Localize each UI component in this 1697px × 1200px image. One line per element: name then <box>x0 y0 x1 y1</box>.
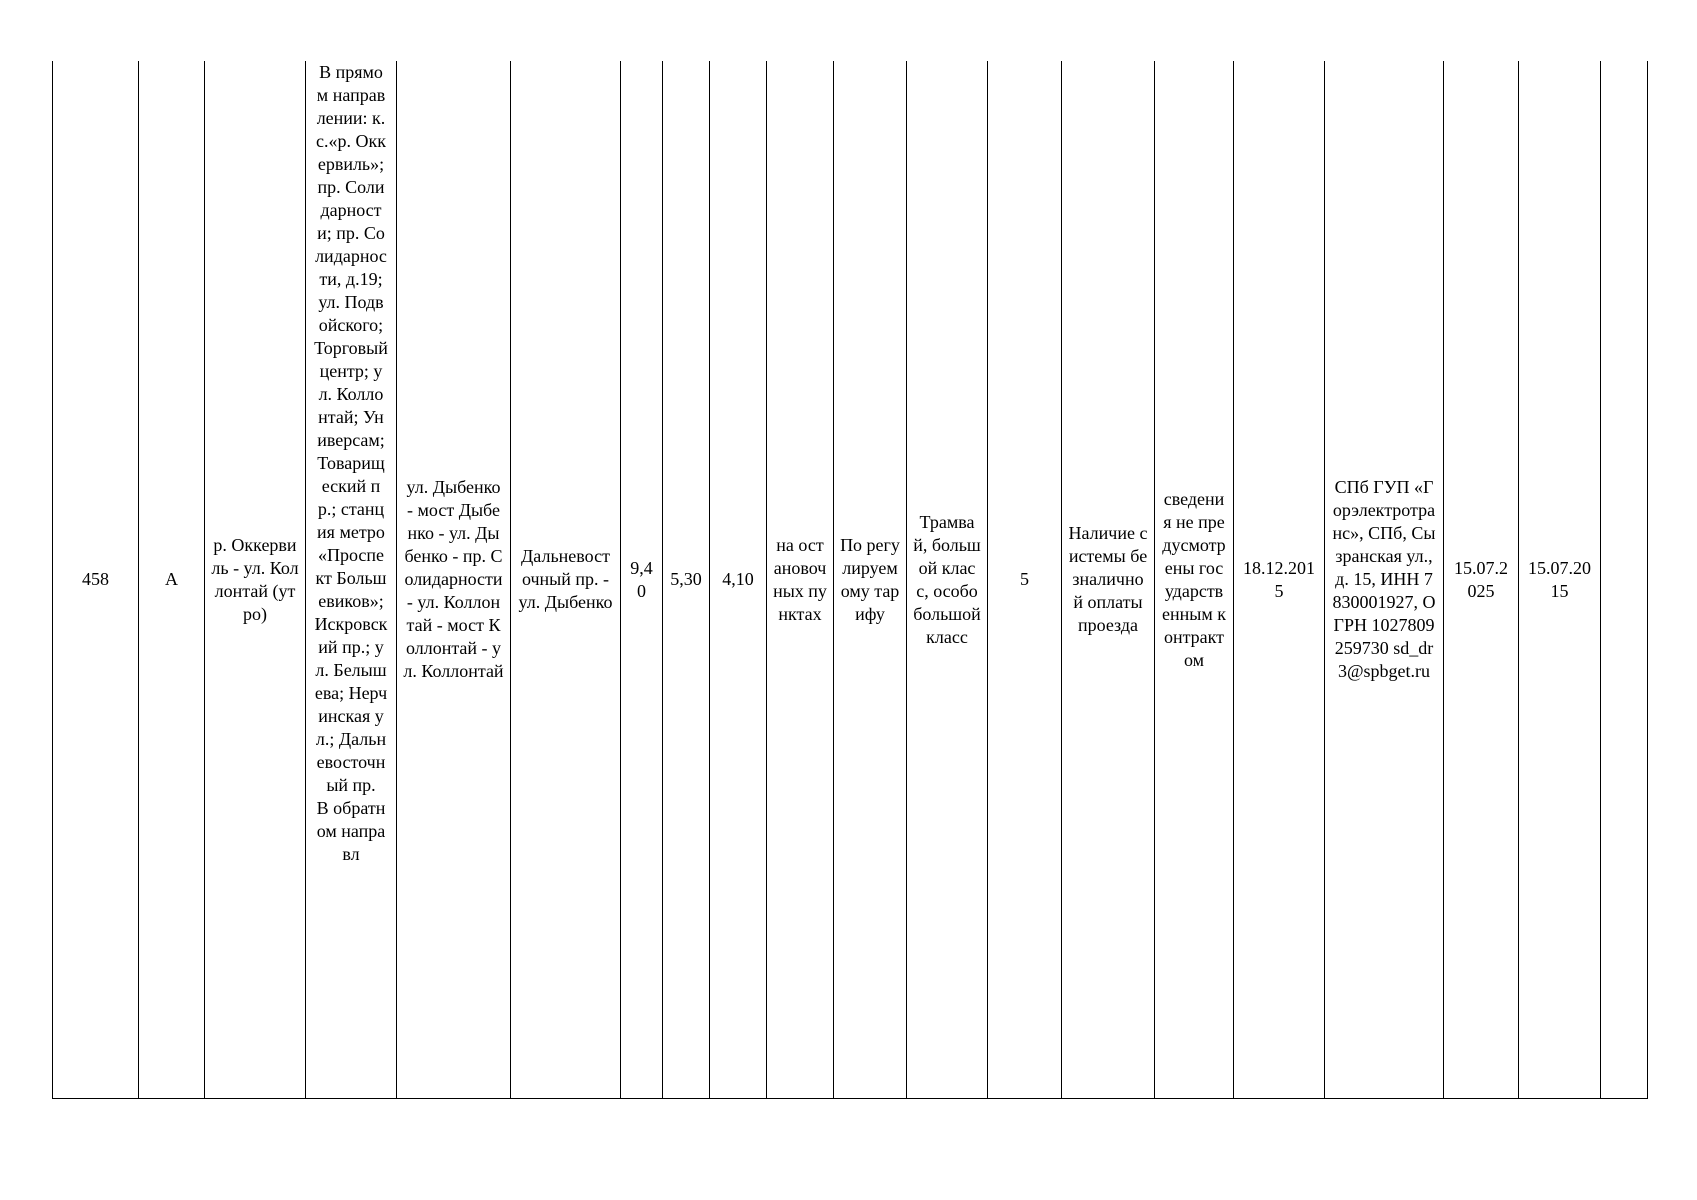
length-other-cell: 4,10 <box>710 61 767 1099</box>
stops-forward-text: В прямом направлении: к.с.«р. Оккервиль»; пр. Солидарности; пр. Солидарности, д.19; ул. Подвойского; Торговый центр; ул. Коллонтай; Универсам; Товарищеский пр.; станция метро «Проспект Большевиков»; Искровский пр.; ул. Белышева; Нерчинская ул.; Дальневосточный пр. <box>314 62 388 795</box>
payment-system-cell: Наличие системы безналичной оплаты проезда <box>1062 61 1155 1099</box>
contract-info-cell: сведения не предусмотрены государственным контрактом <box>1155 61 1234 1099</box>
route-stops-cell <box>306 61 397 1099</box>
route-type-cell: А <box>139 61 205 1099</box>
carrier-cell: СПб ГУП «Горэлектротранс», СПб, Сызранская ул., д. 15, ИНН 7830001927, ОГРН 1027809259730 sd_dr3@spbget.ru <box>1325 61 1444 1099</box>
date-b-cell: 15.07.2015 <box>1519 61 1601 1099</box>
start-date-cell: 18.12.2015 <box>1234 61 1325 1099</box>
length-forward-cell: 9,40 <box>621 61 663 1099</box>
vehicle-type-cell: Трамвай, большой класс, особо большой класс <box>907 61 988 1099</box>
route-terminal-cell: Дальневосточный пр. - ул. Дыбенко <box>511 61 621 1099</box>
length-backward-cell: 5,30 <box>663 61 710 1099</box>
stops-reverse-text: В обратном направл <box>316 798 386 864</box>
boarding-order-cell: на остановочных пунктах <box>767 61 834 1099</box>
date-a-cell: 15.07.2025 <box>1444 61 1519 1099</box>
vehicle-count-cell: 5 <box>988 61 1062 1099</box>
tariff-cell: По регулируемому тарифу <box>834 61 907 1099</box>
table-row <box>53 61 1648 1099</box>
route-streets-cell: ул. Дыбенко - мост Дыбенко - ул. Дыбенко - пр. Солидарности - ул. Коллонтай - мост Коллонтай - ул. Коллонтай <box>397 61 511 1099</box>
extra-cell <box>1601 61 1648 1099</box>
route-name-cell: р. Оккервиль - ул. Коллонтай (утро) <box>205 61 306 1099</box>
route-number-cell: 458 <box>53 61 139 1099</box>
route-registry-table <box>52 61 1648 1099</box>
